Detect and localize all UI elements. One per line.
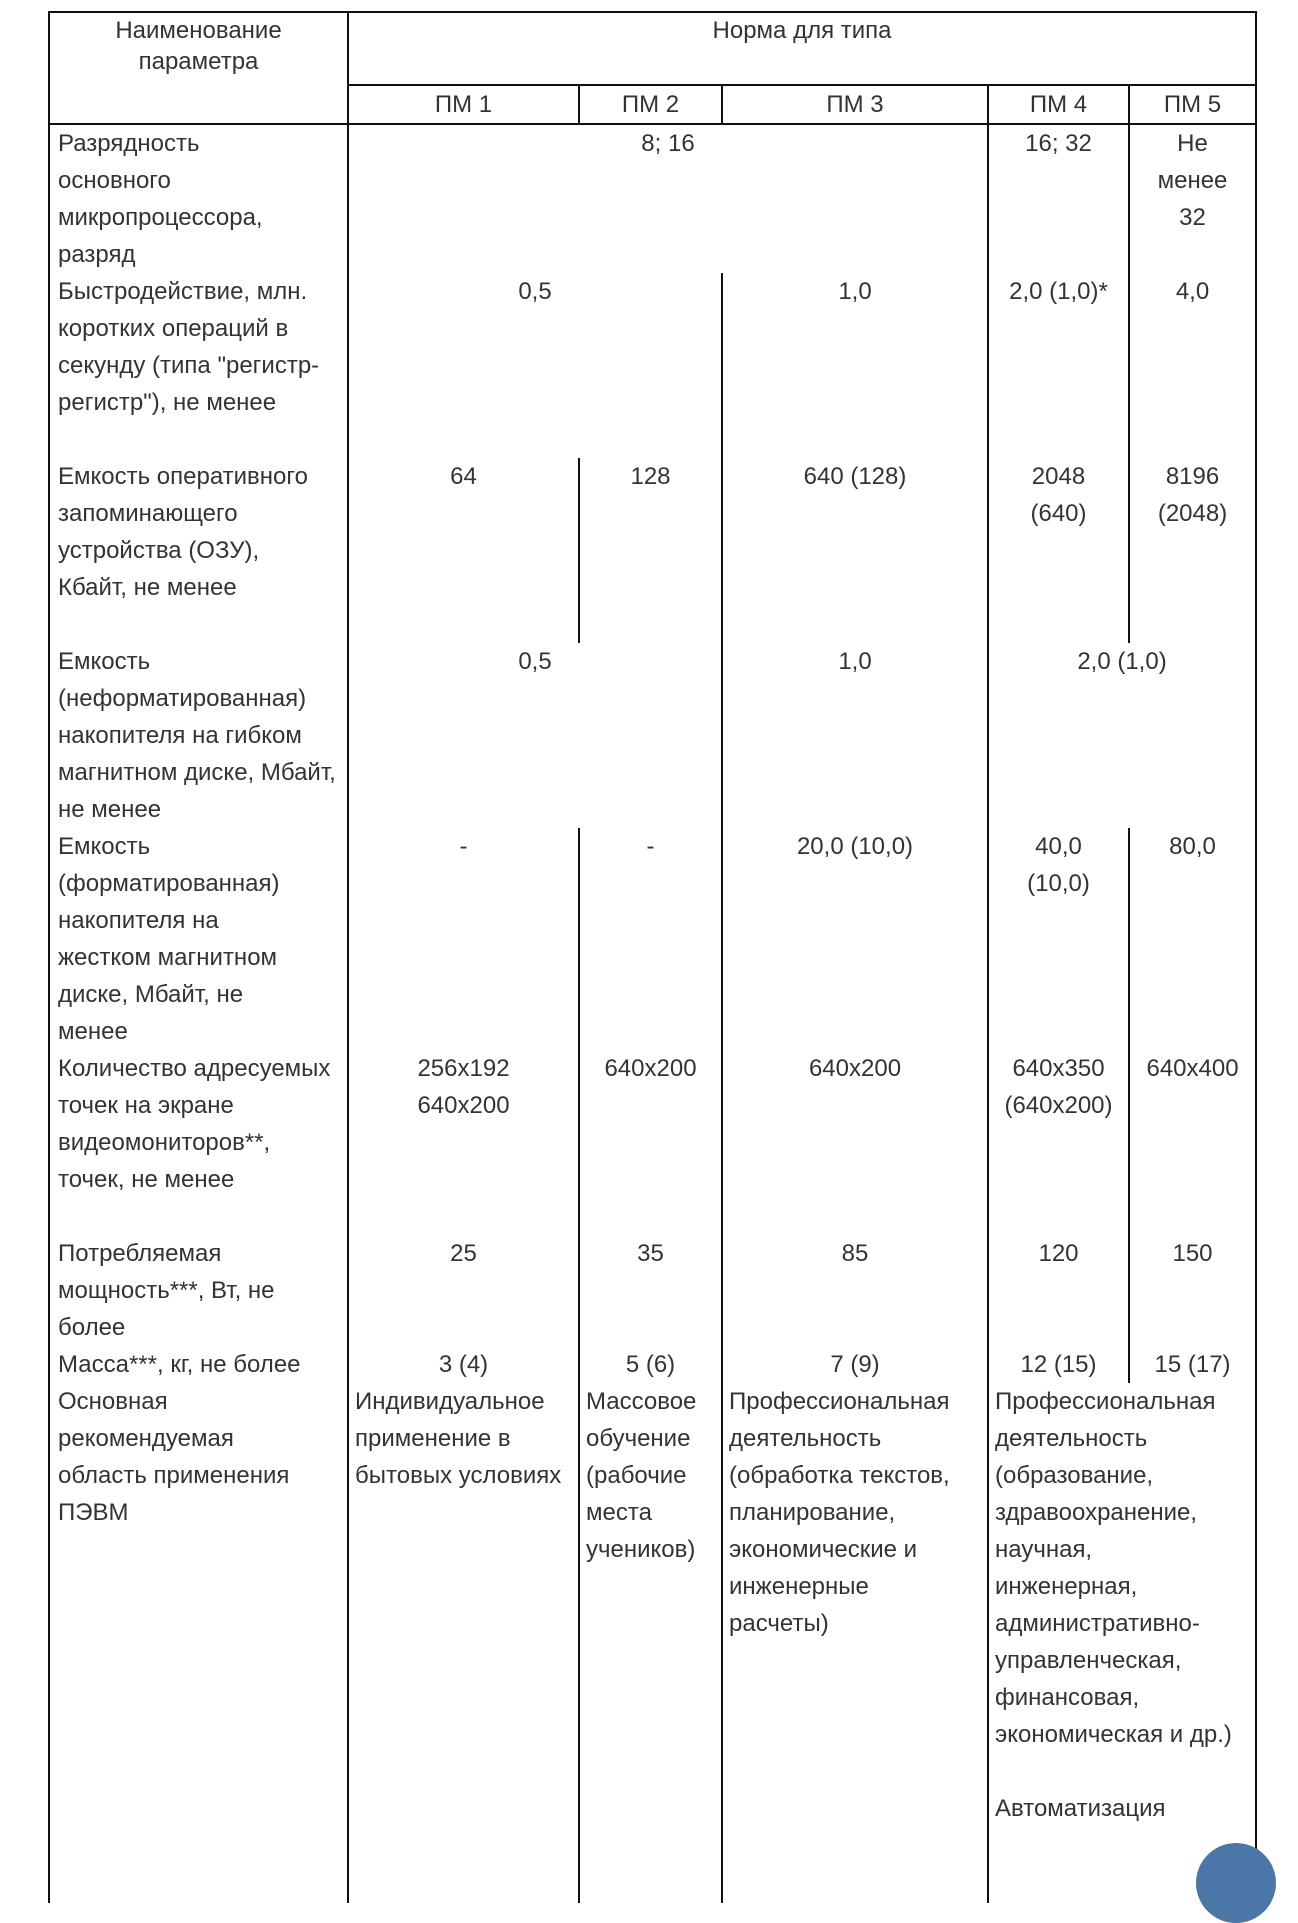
value-cell-pm2: 35	[579, 1235, 722, 1346]
param-cell	[49, 458, 348, 643]
value-cell-pm4: 16; 32	[988, 124, 1129, 273]
value-cell-pm5: 80,0	[1129, 828, 1256, 1050]
value-text: 640x350 (640x200)	[1004, 1055, 1113, 1119]
value-cell-pm3: 640x200	[722, 1050, 988, 1235]
value-cell-pm3: 1,0	[722, 643, 988, 828]
table-row	[49, 1346, 1256, 1383]
value-cell-pm3: 85	[722, 1235, 988, 1346]
header-norm-group	[348, 12, 1256, 85]
header-type-pm5: ПМ 5	[1129, 85, 1256, 124]
header-param-name	[49, 12, 348, 124]
value-cell-pm5: 4,0	[1129, 273, 1256, 458]
param-label: Количество адресуемых точек на экране видеомониторов**, точек, не менее	[58, 1055, 331, 1193]
value-cell-pm2: 640x200	[579, 1050, 722, 1235]
value-text: Массовое обучение (рабочие места учеников)	[586, 1388, 697, 1563]
value-cell-pm5: 150	[1129, 1235, 1256, 1346]
value-cell-pm5	[1129, 124, 1256, 273]
value-cell-pm4	[988, 458, 1129, 643]
param-label: Емкость оперативного запоминающего устройства (ОЗУ), Кбайт, не менее	[58, 463, 308, 601]
table-row	[49, 1383, 1256, 1903]
value-cell-pm1: -	[348, 828, 579, 1050]
header-type-pm1: ПМ 1	[348, 85, 579, 124]
value-cell-pm4: 12 (15)	[988, 1346, 1129, 1383]
value-cell-pm1-3: 8; 16	[348, 124, 988, 273]
value-cell-pm4: 120	[988, 1235, 1129, 1346]
param-label: Разрядность основного микропроцессора, разряд	[58, 130, 263, 268]
param-cell	[49, 1050, 348, 1235]
table-row	[49, 828, 1256, 1050]
param-cell	[49, 273, 348, 458]
param-label: Быстродействие, млн. коротких операций в секунду (типа "регистр-регистр"), не менее	[58, 278, 320, 416]
header-type-pm4: ПМ 4	[988, 85, 1129, 124]
value-cell-pm1: 3 (4)	[348, 1346, 579, 1383]
param-label: Емкость (форматированная) накопителя на жестком магнитном диске, Мбайт, не менее	[58, 833, 280, 1045]
value-text: 8196 (2048)	[1157, 463, 1228, 527]
header-norm-label: Норма для типа	[712, 17, 892, 44]
value-cell-pm1: 25	[348, 1235, 579, 1346]
value-cell-pm3: 640 (128)	[722, 458, 988, 643]
param-label: Потребляемая мощность***, Вт, не более	[58, 1240, 275, 1341]
value-cell-pm3: 7 (9)	[722, 1346, 988, 1383]
value-text-extra: Автоматизация	[995, 1795, 1166, 1822]
param-cell	[49, 124, 348, 273]
header-type-pm2: ПМ 2	[579, 85, 722, 124]
table-row	[49, 458, 1256, 643]
pc-specification-table	[48, 11, 1257, 1903]
value-text: Не менее 32	[1157, 130, 1228, 231]
param-cell	[49, 828, 348, 1050]
header-type-pm3: ПМ 3	[722, 85, 988, 124]
param-cell: Масса***, кг, не более	[49, 1346, 348, 1383]
value-cell-pm3: 1,0	[722, 273, 988, 458]
table-row	[49, 1050, 1256, 1235]
value-cell-pm4	[988, 828, 1129, 1050]
value-text: 2048 (640)	[1030, 463, 1087, 527]
param-cell	[49, 1235, 348, 1346]
value-cell-pm2: 128	[579, 458, 722, 643]
value-cell-pm4: 2,0 (1,0)*	[988, 273, 1129, 458]
param-cell	[49, 643, 348, 828]
param-label: Основная рекомендуемая область применения ПЭВМ	[58, 1388, 290, 1526]
value-cell-pm5: 15 (17)	[1129, 1346, 1256, 1383]
value-cell-pm1	[348, 1383, 579, 1903]
value-text: Профессиональная деятельность (обработка текстов, планирование, экономические и инженерные расчеты)	[729, 1388, 950, 1637]
value-cell-pm2: 5 (6)	[579, 1346, 722, 1383]
value-cell-pm2: -	[579, 828, 722, 1050]
param-cell	[49, 1383, 348, 1903]
value-cell-pm1-2: 0,5	[348, 273, 722, 458]
value-cell-pm3	[722, 1383, 988, 1903]
value-cell-pm5: 640x400	[1129, 1050, 1256, 1235]
floating-action-button[interactable]	[1196, 1843, 1276, 1923]
table-row	[49, 643, 1256, 828]
table-row	[49, 1235, 1256, 1346]
value-text: Индивидуальное применение в бытовых условиях	[355, 1388, 562, 1489]
value-text: Профессиональная деятельность (образование, здравоохранение, научная, инженерная, административно-управленческая, финансовая, экономическая и др.)	[995, 1388, 1232, 1748]
value-cell-pm4-5: 2,0 (1,0)	[988, 643, 1256, 828]
value-cell-pm3: 20,0 (10,0)	[722, 828, 988, 1050]
value-text: 40,0 (10,0)	[1027, 833, 1090, 897]
table-row	[49, 124, 1256, 273]
value-cell-pm5	[1129, 458, 1256, 643]
value-cell-pm1: 64	[348, 458, 579, 643]
value-cell-pm4	[988, 1050, 1129, 1235]
value-text: 256x192 640x200	[417, 1055, 510, 1119]
value-cell-pm1	[348, 1050, 579, 1235]
header-param-label: Наименование параметра	[115, 17, 282, 75]
value-cell-pm2	[579, 1383, 722, 1903]
table-row	[49, 273, 1256, 458]
value-cell-pm4-5	[988, 1383, 1256, 1903]
param-label: Емкость (неформатированная) накопителя на гибком магнитном диске, Мбайт, не менее	[58, 648, 336, 823]
value-cell-pm1-2: 0,5	[348, 643, 722, 828]
